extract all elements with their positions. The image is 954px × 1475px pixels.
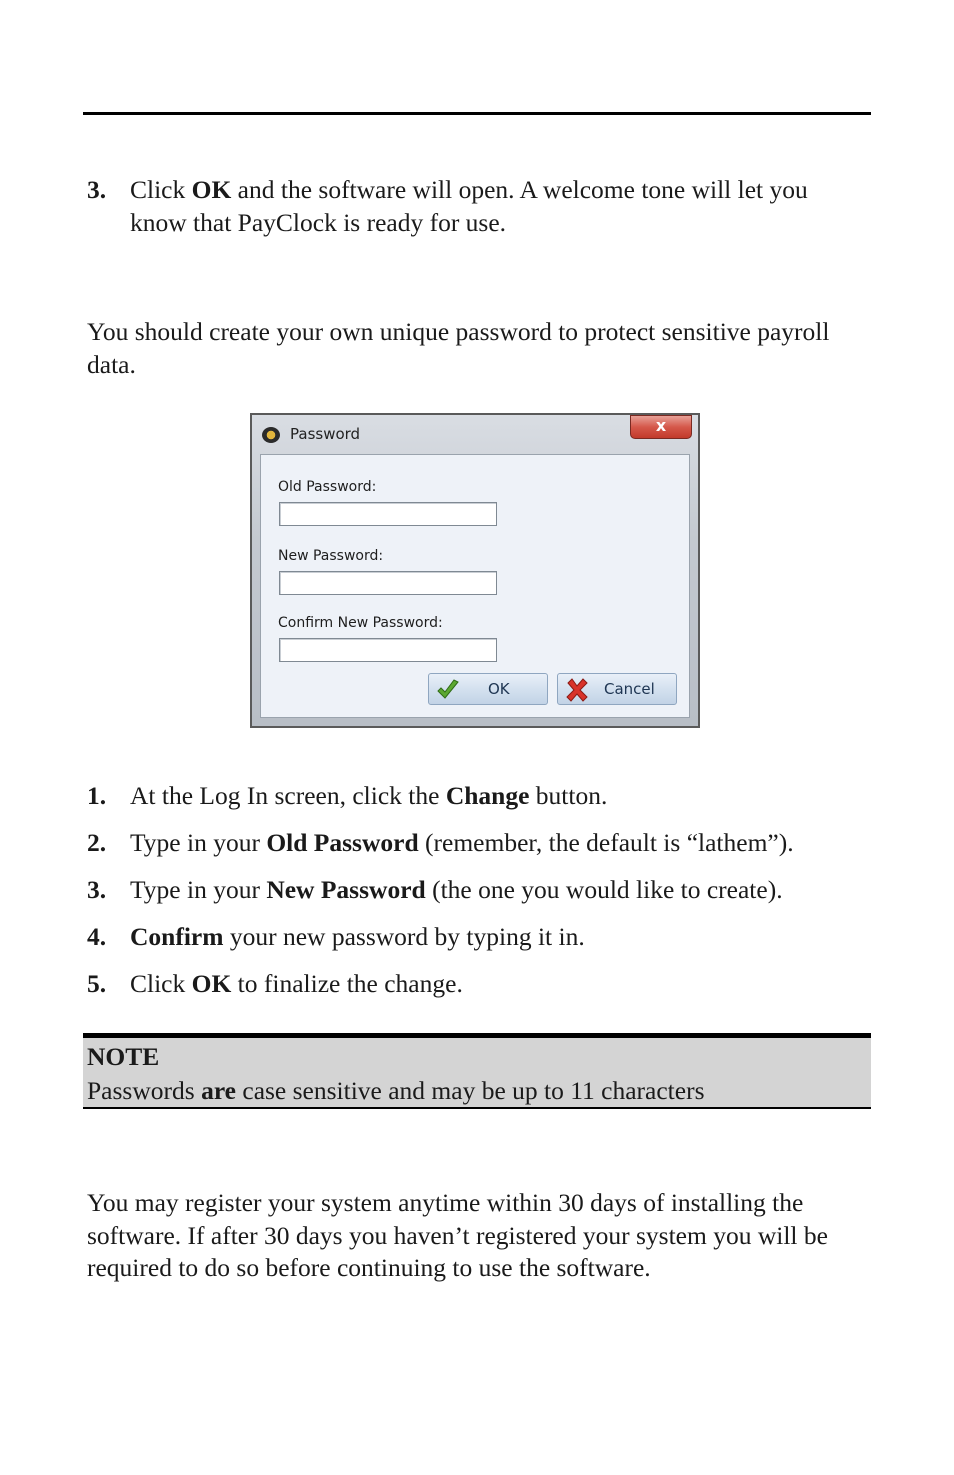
step-text: Type in your Old Password (remember, the default is “lathem”). <box>130 828 794 857</box>
new-password-field[interactable] <box>279 571 497 595</box>
password-intro-paragraph: You should create your own unique password to protect sensitive payroll data. <box>87 317 830 379</box>
confirm-password-field[interactable] <box>279 638 497 662</box>
checkmark-icon <box>435 677 461 703</box>
close-button[interactable] <box>630 415 692 439</box>
red-x-icon <box>564 677 590 703</box>
dialog-title: Password <box>290 425 361 443</box>
step-text: Type in your New Password (the one you would like to create). <box>130 875 783 904</box>
note-box <box>83 1033 871 1109</box>
old-password-field[interactable] <box>279 502 497 526</box>
registration-paragraph: You may register your system anytime within 30 days of installing the software. If after 30 days you haven’t registered your system you will be required to do so before continuing to use the software. <box>87 1188 828 1282</box>
step-number: 1. <box>87 781 107 810</box>
password-dialog <box>250 413 700 728</box>
ok-button[interactable] <box>428 673 548 705</box>
step-text: Click OK and the software will open. A welcome tone will let you know that PayClock is ready for use. <box>130 175 808 237</box>
step-number: 3. <box>87 175 107 204</box>
step-number: 3. <box>87 875 107 904</box>
old-password-label: Old Password: <box>278 479 377 495</box>
close-icon: x <box>655 416 667 435</box>
step-text: Confirm your new password by typing it in. <box>130 922 585 951</box>
confirm-password-label: Confirm New Password: <box>278 615 443 631</box>
step-text: Click OK to finalize the change. <box>130 969 463 998</box>
cancel-button[interactable] <box>557 673 677 705</box>
cancel-button-label: Cancel <box>604 680 655 698</box>
step-number: 2. <box>87 828 107 857</box>
note-title: NOTE <box>87 1042 160 1071</box>
new-password-label: New Password: <box>278 548 384 564</box>
header-rule <box>83 112 871 115</box>
dialog-body <box>260 454 690 718</box>
step-number: 5. <box>87 969 107 998</box>
note-text: Passwords are case sensitive and may be up to 11 characters <box>87 1076 705 1105</box>
step-text: At the Log In screen, click the Change button. <box>130 781 608 810</box>
app-icon <box>262 427 280 443</box>
step-number: 4. <box>87 922 107 951</box>
ok-button-label: OK <box>488 680 510 698</box>
